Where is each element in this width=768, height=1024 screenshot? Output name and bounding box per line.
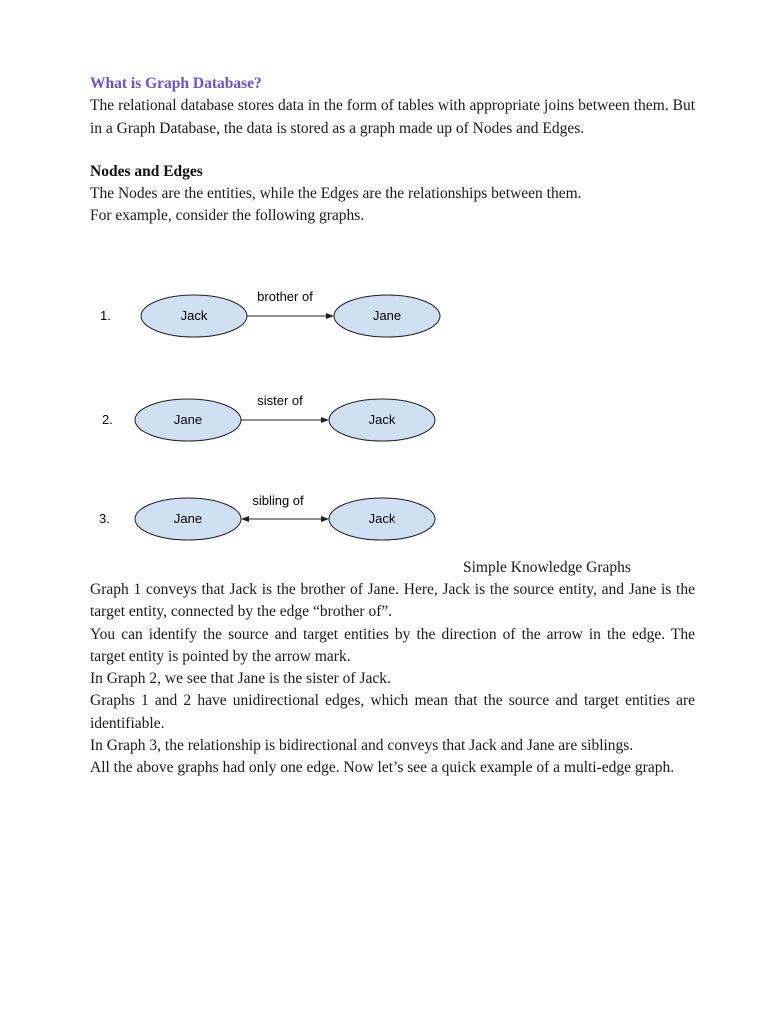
text-line: For example, consider the following graphs. — [90, 207, 365, 224]
node-label: Jane — [173, 412, 203, 427]
body-paragraph: In Graph 2, we see that Jane is the sister of Jack. — [90, 670, 391, 688]
graph-number: 1. — [100, 308, 111, 323]
subheading-nodes-edges: Nodes and Edges — [90, 163, 203, 180]
graph-2 — [102, 393, 435, 441]
section-heading: What is Graph Database? — [90, 75, 262, 92]
edge-label: brother of — [257, 289, 313, 304]
body-paragraph: All the above graphs had only one edge. Now let’s see a quick example of a multi-edge graph. — [90, 759, 675, 777]
body-paragraph: You can identify the source and target entities by the direction of the arrow in the edge. The target entity is pointed by the arrow mark. — [90, 625, 695, 665]
graph-1 — [100, 289, 440, 337]
node-label: Jack — [368, 511, 396, 526]
graph-number: 2. — [102, 412, 113, 427]
text-line: The Nodes are the entities, while the Edges are the relationships between them. — [90, 185, 582, 202]
node-label: Jane — [372, 308, 402, 323]
intro-paragraph: The relational database stores data in the form of tables with appropriate joins between them. But in a Graph Database, the data is stored as a graph made up of Nodes and Edges. — [90, 97, 695, 137]
graph-3 — [99, 493, 435, 540]
edge-label: sister of — [257, 393, 303, 408]
node-label: Jack — [368, 412, 396, 427]
body-paragraph: Graph 1 conveys that Jack is the brother of Jane. Here, Jack is the source entity, and Jane is the target entity, connected by the edge “brother of”. — [90, 581, 695, 621]
explanation-body — [90, 579, 695, 780]
edge-label: sibling of — [252, 493, 304, 508]
graph-number: 3. — [99, 511, 110, 526]
body-paragraph: In Graph 3, the relationship is bidirectional and conveys that Jack and Jane are siblings. — [90, 737, 634, 755]
node-label: Jack — [180, 308, 208, 323]
figure-caption: Simple Knowledge Graphs — [463, 559, 631, 576]
body-paragraph: Graphs 1 and 2 have unidirectional edges, which mean that the source and target entities are identifiable. — [90, 692, 695, 732]
node-label: Jane — [173, 511, 203, 526]
